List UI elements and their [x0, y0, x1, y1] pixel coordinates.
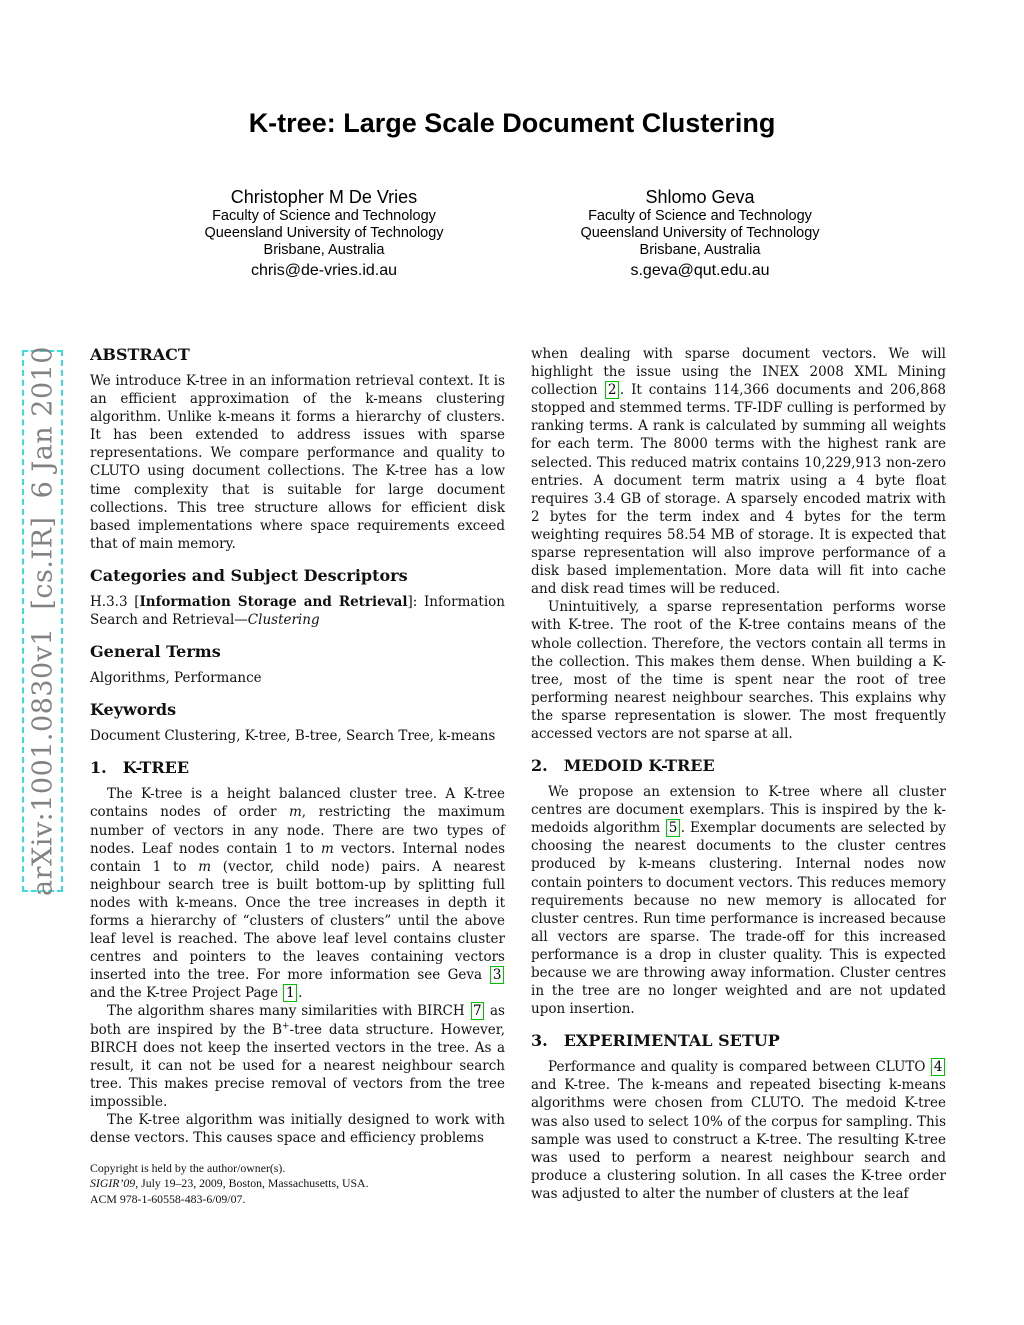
- section-number: 1.: [90, 758, 107, 778]
- section-title: Categories and Subject Descriptors: [90, 565, 408, 585]
- authors-row: [0, 186, 1024, 280]
- paragraph: We propose an extension to K-tree where all cluster centres are document exemplars. This is inspired by the k-medoids algorithm 5 . Exemplar documents are selected by choosing the nearest documents to the cluster centres produced by k-means clustering. Internal nodes now contain pointers to document vectors. This reduces memory requirements because no new memory is allocated for cluster centres. Run time performance is increased because all vectors are sparse. The trade-off for this increased performance is a drop in cluster quality. This is expected because we are throwing away information. Cluster centres in the tree are no longer weighted and are not updated upon insertion.: [531, 784, 947, 1018]
- section-heading: [90, 700, 505, 720]
- italic-text: SIGIR’09,: [90, 1176, 139, 1190]
- math-variable: m: [320, 840, 334, 857]
- section-number: 3.: [531, 1031, 548, 1051]
- paragraph: We introduce K-tree in an information retrieval context. It is an efficient approximation of the k-means clustering algorithm. Unlike k-means it forms a hierarchy of clusters. It has been extended to address issues with sparse representations. We compare performance and quality to CLUTO using document collections. The K-tree has a low time complexity that is suitable for large document collections. This tree structure allows for efficient disk based implementations where space requirements exceed that of main memory.: [90, 373, 505, 552]
- author-affiliation-line: Brisbane, Australia: [263, 242, 385, 258]
- column-left: [90, 345, 505, 1207]
- citation-ref[interactable]: 4: [931, 1058, 945, 1076]
- bold-text: Information Storage and Retrieval: [139, 593, 408, 610]
- citation-ref[interactable]: 1: [283, 984, 297, 1002]
- section-title: EXPERIMENTAL SETUP: [563, 1031, 780, 1051]
- paragraph: Performance and quality is compared between CLUTO 4 and K-tree. The k-means and repeated bisecting k-means algorithms were chosen from CLUTO. The medoid K-tree was also used to select 10% of the corpus for sampling. This sample was used to construct a K-tree. The resulting K-tree was used to perform a nearest neighbour search and produce a clustering solution. In all cases the K-tree order was adjusted to alter the number of clusters at the leaf: [531, 1059, 946, 1202]
- paragraph: H.3.3 [Information Storage and Retrieval]: Information Search and Retrieval—Clustering: [90, 593, 505, 629]
- column-right: [531, 345, 946, 1207]
- section-title: ABSTRACT: [90, 345, 190, 364]
- section-heading: [90, 566, 505, 586]
- paragraph: Document Clustering, K-tree, B-tree, Search Tree, k-means: [90, 728, 496, 745]
- superscript: +: [282, 1021, 290, 1032]
- section-title: MEDOID K-TREE: [563, 756, 715, 776]
- section-heading: [90, 758, 505, 778]
- section-number: 2.: [531, 756, 548, 776]
- author-affiliation-line: Queensland University of Technology: [580, 225, 820, 241]
- copyright-notice: [90, 1161, 505, 1208]
- citation-ref[interactable]: 2: [605, 381, 619, 399]
- author-email: chris@de-vries.id.au: [250, 262, 398, 279]
- section-heading: [531, 756, 946, 776]
- paragraph: Unintuitively, a sparse representation performs worse with K-tree. The root of the K-tree contains means of the whole collection. Therefore, the vectors contain all terms in the collection. This makes them dense. When building a K-tree, most of the time is spent near the root of tree performing nearest neighbour searches. This explains why the sparse representation is slower. The most frequently accessed vectors are not sparse at all.: [531, 599, 946, 742]
- author-name: Christopher M De Vries: [230, 187, 418, 207]
- author-email: s.geva@qut.edu.au: [630, 262, 770, 279]
- author-affiliation-line: Queensland University of Technology: [204, 225, 444, 241]
- section-heading: [90, 345, 505, 365]
- paragraph: The K-tree algorithm was initially designed to work with dense vectors. This causes space and efficiency problems: [90, 1112, 505, 1147]
- math-variable: m: [198, 858, 212, 875]
- arxiv-stamp-text: arXiv:1001.0830v1 [cs.IR] 6 Jan 2010: [27, 346, 58, 896]
- section-heading: [531, 1031, 946, 1051]
- copyright-line: ACM 978-1-60558-483-6/09/07.: [90, 1191, 246, 1206]
- paragraph: when dealing with sparse document vectors. We will highlight the issue using the INEX 2008 XML Mining collection 2 . It contains 114,366 documents and 206,868 stopped and stemmed terms. TF-IDF culling is performed by ranking terms. A rank is calculated by summing all weights for each term. The 8000 terms with the highest rank are selected. This reduced matrix contains 10,229,913 non-zero entries. A document term matrix using a 4 byte float requires 3.4 GB of storage. A sparsely encoded matrix with 2 bytes for the term index and 4 bytes for the term weighting requires 58.54 MB of storage. It is expected that sparse representation will also improve performance of a disk based implementation. More data will fit into cache and disk read times will be reduced.: [531, 346, 946, 598]
- paper-title: K-tree: Large Scale Document Clustering: [248, 108, 776, 138]
- italic-text: Clustering: [247, 612, 320, 629]
- section-title: Keywords: [90, 700, 177, 720]
- section-heading: [90, 642, 505, 662]
- math-variable: m: [288, 804, 302, 821]
- citation-ref[interactable]: 5: [666, 819, 680, 837]
- paragraph: Algorithms, Performance: [90, 670, 262, 687]
- author-name: Shlomo Geva: [645, 187, 755, 207]
- author-affiliation-line: Faculty of Science and Technology: [588, 208, 812, 224]
- copyright-line: Copyright is held by the author/owner(s).: [90, 1160, 286, 1175]
- author-block: [540, 186, 860, 280]
- arxiv-stamp-link[interactable]: [22, 346, 63, 896]
- author-affiliation-line: Faculty of Science and Technology: [212, 208, 436, 224]
- body-columns: [90, 345, 946, 1207]
- section-title: K-TREE: [122, 758, 190, 778]
- author-block: [164, 186, 484, 280]
- section-title: General Terms: [90, 642, 221, 662]
- paragraph: The K-tree is a height balanced cluster tree. A K-tree contains nodes of order m, restricting the maximum number of vectors in any node. There are two types of nodes. Leaf nodes contain 1 to m vectors. Internal nodes contain 1 to m (vector, child node) pairs. A nearest neighbour search tree is built bottom-up by splitting full nodes with k-means. Once the tree increases in depth it forms a hierarchy of “clusters of clusters” until the above leaf level is reached. The above leaf level contains cluster centres and pointers to the leaves containing vectors inserted into the tree. For more information see Geva 3 and the K-tree Project Page 1 .: [90, 786, 505, 1002]
- copyright-line: SIGIR’09, July 19–23, 2009, Boston, Massachusetts, USA.: [90, 1176, 369, 1190]
- paragraph: The algorithm shares many similarities with BIRCH 7 as both are inspired by the B+-tree data structure. However, BIRCH does not keep the inserted vectors in the tree. As a result, it can not be used for a nearest neighbour search tree. This makes precise removal of vectors from the tree impossible.: [90, 1003, 505, 1110]
- citation-ref[interactable]: 7: [471, 1002, 485, 1020]
- citation-ref[interactable]: 3: [490, 966, 504, 984]
- author-affiliation-line: Brisbane, Australia: [639, 242, 761, 258]
